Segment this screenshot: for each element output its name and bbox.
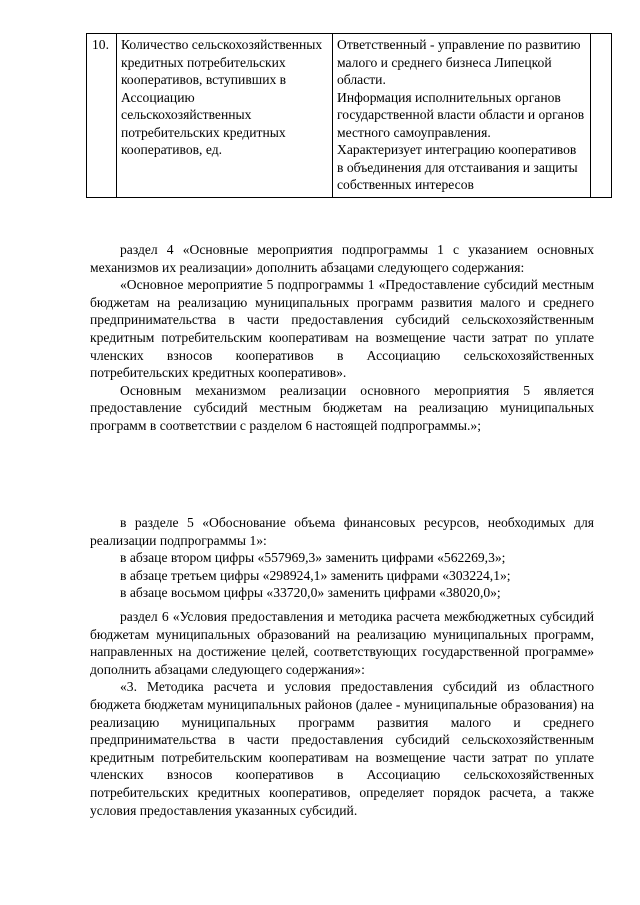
indicator-description [333, 34, 591, 198]
responsible-text: Ответственный - управление по развитию малого и среднего бизнеса Липецкой области. [337, 37, 581, 87]
empty-cell [591, 34, 612, 198]
table-row [87, 34, 612, 198]
section4-paragraph-1: «Основное мероприятие 5 подпрограммы 1 «Предоставление субсидий местным бюджетам на реализацию муниципальных программ развития малого и среднего предпринимательства в части предоставления субсидий сельскохозяйственным кредитным потребительским кооперативам на возмещение части затрат по уплате членских взносов кооперативов в Ассоциацию сельскохозяйственных потребительских кредитных кооперативов». [90, 277, 594, 381]
section6-block [90, 608, 594, 819]
section6-paragraph-1: «3. Методика расчета и условия предоставления субсидий из областного бюджета бюджетам муниципальных районов (далее - муниципальные образования) на реализацию муниципальных программ развития малого и среднего предпринимательства в части предоставления субсидий сельскохозяйственным кредитным потребительским кооперативам на возмещение части затрат по уплате членских взносов кооперативов в Ассоциацию сельскохозяйственных потребительских кредитных кооперативов, определяет порядок расчета, а также условия предоставления указанных субсидий. [90, 679, 594, 818]
section5-block [90, 514, 594, 602]
section5-line-2: в абзаце третьем цифры «298924,1» заменить цифрами «303224,1»; [120, 567, 511, 583]
indicator-name: Количество сельскохозяйственных кредитных потребительских кооперативов, вступивших в Ассоциацию сельскохозяйственных потребительских кредитных кооперативов, ед. [117, 34, 333, 198]
section4-paragraph-2: Основным механизмом реализации основного мероприятия 5 является предоставление субсидий местным бюджетам на реализацию муниципальных программ в соответствии с разделом 6 настоящей подпрограммы.»; [90, 382, 594, 433]
row-number: 10. [87, 34, 117, 198]
section5-intro: в разделе 5 «Обоснование объема финансовых ресурсов, необходимых для реализации подпрограммы 1»: [90, 515, 594, 548]
characteristic-text: Характеризует интеграцию кооперативов в объединения для отстаивания и защиты собственных интересов [337, 142, 578, 192]
section6-intro: раздел 6 «Условия предоставления и методика расчета межбюджетных субсидий бюджетам муниципальных образований на реализацию муниципальных программ, направленных на достижение целей, соответствующих государственной программе» дополнить абзацами следующего содержания»: [90, 609, 594, 677]
section5-line-3: в абзаце восьмом цифры «33720,0» заменить цифрами «38020,0»; [120, 585, 501, 601]
section5-line-1: в абзаце втором цифры «557969,3» заменить цифрами «562269,3»; [120, 550, 506, 566]
section4-block [90, 241, 594, 435]
section4-intro: раздел 4 «Основные мероприятия подпрограммы 1 с указанием основных механизмов их реализации» дополнить абзацами следующего содержания: [90, 242, 594, 275]
source-text: Информация исполнительных органов государственной власти области и органов местного самоуправления. [337, 89, 585, 140]
indicator-table [86, 33, 612, 198]
